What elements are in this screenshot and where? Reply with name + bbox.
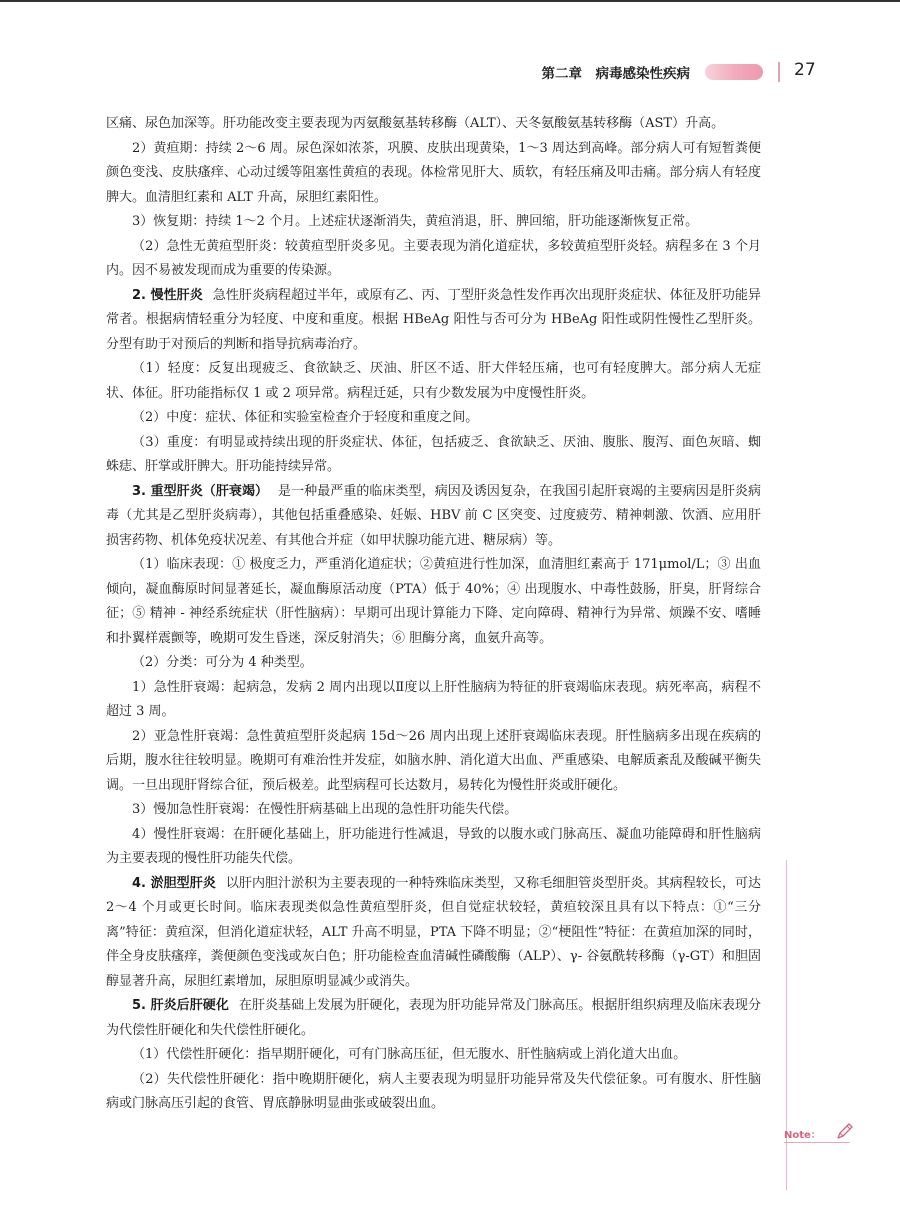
paragraph: 2）黄疸期：持续 2～6 周。尿色深如浓茶，巩膜、皮肤出现黄染，1～3 周达到高峰。部分病人可有短暂粪便颜色变浅、皮肤瘙痒、心动过缓等阻塞性黄疸的表现。体检常见肝大、质软，有轻压痛及叩击痛。部分病人有轻度脾大。血清胆红素和 ALT 升高，尿胆红素阳性。 bbox=[106, 140, 761, 205]
note-area bbox=[784, 1120, 858, 1146]
section-paragraph bbox=[106, 872, 761, 995]
paragraph: （1）轻度：反复出现疲乏、食欲缺乏、厌油、肝区不适、肝大伴轻压痛，也可有轻度脾大。部分病人无症状、体征。肝功能指标仅 1 或 2 项异常。病程迁延，只有少数发展为中度慢性肝炎。 bbox=[106, 361, 761, 401]
section-paragraph bbox=[106, 480, 761, 554]
section-paragraph bbox=[106, 994, 761, 1043]
header-divider bbox=[778, 62, 780, 82]
chapter-title: 第二章 病毒感染性疾病 bbox=[541, 66, 690, 82]
section-heading: 3. 重型肝炎（肝衰竭） bbox=[132, 483, 269, 499]
paragraph: （2）急性无黄疸型肝炎：较黄疸型肝炎多见。主要表现为消化道症状，多较黄疸型肝炎轻。病程多在 3 个月内。因不易被发现而成为重要的传染源。 bbox=[106, 238, 761, 278]
note-line bbox=[784, 1142, 850, 1143]
section-text: 以肝内胆汁淤积为主要表现的一种特殊临床类型，又称毛细胆管炎型肝炎。其病程较长，可达 2～4 个月或更长时间。临床表现类似急性黄疸型肝炎，但自觉症状较轻，黄疸较深且具有以下特点：①“三分离”特征：黄疸深，但消化道症状轻，ALT 升高不明显，PTA 下降不明显；②“梗阻性”特征：在黄疸加深的同时，伴全身皮肤瘙痒，粪便颜色变浅或灰白色；肝功能检查血清碱性磷酸酶（ALP）、γ- 谷氨酰转移酶（γ-GT）和胆固醇显著升高，尿胆红素增加，尿胆原明显减少或消失。 bbox=[106, 875, 761, 989]
body-text bbox=[106, 112, 761, 1117]
section-heading: 2. 慢性肝炎 bbox=[132, 287, 203, 303]
paragraph: （1）临床表现：① 极度乏力，严重消化道症状；②黄疸进行性加深，血清胆红素高于 171μmol/L；③ 出血倾向，凝血酶原时间显著延长，凝血酶原活动度（PTA）低于 40%；④ 出现腹水、中毒性鼓肠，肝臭，肝肾综合征；⑤ 精神 - 神经系统症状（肝性脑病）：早期可出现计算能力下降、定向障碍、精神行为异常、烦躁不安、嗜睡和扑翼样震颤等，晚期可发生昏迷，深反射消失；⑥ 胆酶分离，血氨升高等。 bbox=[106, 557, 761, 646]
paragraph: （1）代偿性肝硬化：指早期肝硬化，可有门脉高压征，但无腹水、肝性脑病或上消化道大出血。 bbox=[132, 1047, 687, 1062]
top-rule bbox=[0, 0, 900, 2]
paragraph: 3）慢加急性肝衰竭：在慢性肝病基础上出现的急性肝功能失代偿。 bbox=[132, 802, 518, 817]
paragraph: 4）慢性肝衰竭：在肝硬化基础上，肝功能进行性减退，导致的以腹水或门脉高压、凝血功能障碍和肝性脑病为主要表现的慢性肝功能失代偿。 bbox=[106, 826, 761, 866]
section-heading: 5. 肝炎后肝硬化 bbox=[132, 998, 229, 1013]
paragraph: 区痛、尿色加深等。肝功能改变主要表现为丙氨酸氨基转移酶（ALT）、天冬氨酸氨基转移酶（AST）升高。 bbox=[106, 116, 725, 131]
paragraph: （2）分类：可分为 4 种类型。 bbox=[132, 655, 313, 670]
section-text: 急性肝炎病程超过半年，或原有乙、丙、丁型肝炎急性发作再次出现肝炎症状、体征及肝功能异常者。根据病情轻重分为轻度、中度和重度。根据 HBeAg 阳性与否可分为 HBeAg 阳性或阴性慢性乙型肝炎。分型有助于对预后的判断和指导抗病毒治疗。 bbox=[106, 287, 761, 352]
page-number: 27 bbox=[794, 60, 816, 80]
section-heading: 4. 淤胆型肝炎 bbox=[132, 875, 216, 891]
header-decor-bar bbox=[705, 64, 763, 80]
page-header bbox=[0, 60, 900, 86]
paragraph: 1）急性肝衰竭：起病急，发病 2 周内出现以Ⅱ度以上肝性脑病为特征的肝衰竭临床表现。病死率高，病程不超过 3 周。 bbox=[106, 679, 761, 719]
pen-icon bbox=[834, 1120, 856, 1142]
section-text: 在肝炎基础上发展为肝硬化，表现为肝功能异常及门脉高压。根据肝组织病理及临床表现分为代偿性肝硬化和失代偿性肝硬化。 bbox=[106, 998, 761, 1038]
paragraph: 2）亚急性肝衰竭：急性黄疸型肝炎起病 15d～26 周内出现上述肝衰竭临床表现。肝性脑病多出现在疾病的后期，腹水往往较明显。晚期可有难治性并发症，如脑水肿、消化道大出血、严重感染、电解质紊乱及酸碱平衡失调。一旦出现肝肾综合征，预后极差。此型病程可长达数月，易转化为慢性肝炎或肝硬化。 bbox=[106, 728, 761, 793]
section-text: 是一种最严重的临床类型，病因及诱因复杂，在我国引起肝衰竭的主要病因是肝炎病毒（尤其是乙型肝炎病毒），其他包括重叠感染、妊娠、HBV 前 C 区突变、过度疲劳、精神刺激、饮酒、应用肝损害药物、机体免疫状况差、有其他合并症（如甲状腺功能亢进、糖尿病）等。 bbox=[106, 483, 761, 548]
paragraph: （2）失代偿性肝硬化：指中晚期肝硬化，病人主要表现为明显肝功能异常及失代偿征象。可有腹水、肝性脑病或门脉高压引起的食管、胃底静脉明显曲张或破裂出血。 bbox=[106, 1071, 761, 1111]
paragraph: （2）中度：症状、体征和实验室检查介于轻度和重度之间。 bbox=[132, 410, 479, 425]
note-label: Note： bbox=[784, 1130, 821, 1141]
section-paragraph bbox=[106, 284, 761, 358]
paragraph: 3）恢复期：持续 1～2 个月。上述症状逐渐消失，黄疸消退，肝、脾回缩，肝功能逐渐恢复正常。 bbox=[132, 214, 699, 229]
paragraph: （3）重度：有明显或持续出现的肝炎症状、体征，包括疲乏、食欲缺乏、厌油、腹胀、腹泻、面色灰暗、蜘蛛痣、肝掌或肝脾大。肝功能持续异常。 bbox=[106, 434, 761, 474]
